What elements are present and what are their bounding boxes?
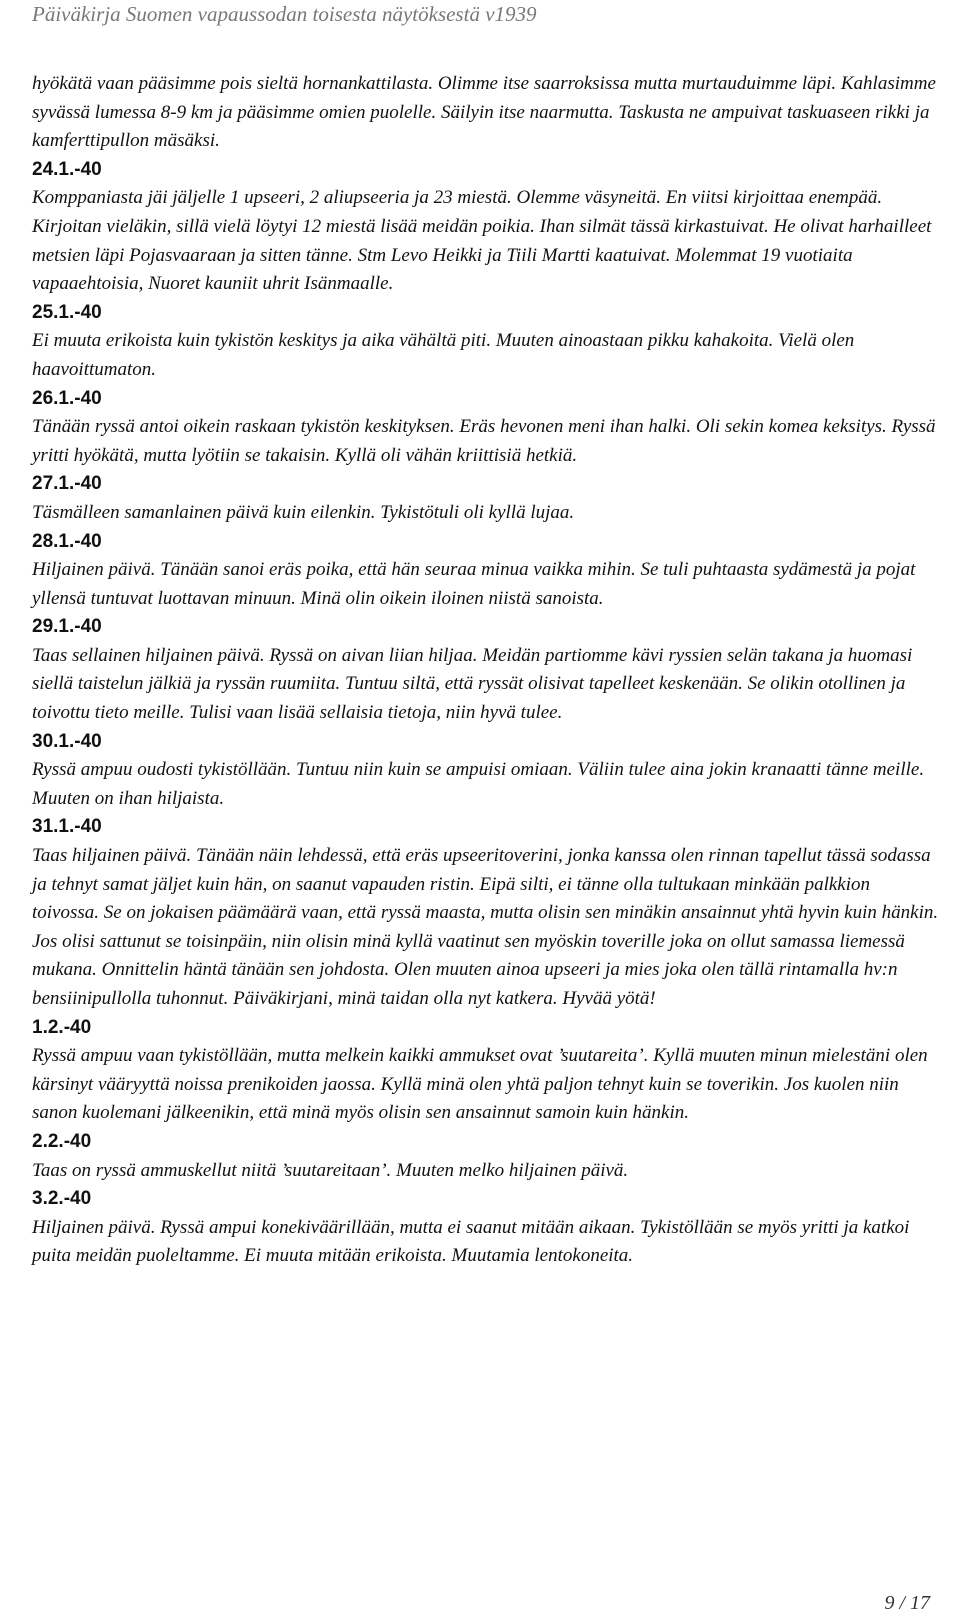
entry-text: Taas on ryssä ammuskellut niitä ’suutareitaan’. Muuten melko hiljainen päivä. xyxy=(32,1159,629,1181)
entry-text: Taas sellainen hiljainen päivä. Ryssä on aivan liian hiljaa. Meidän partiomme kävi ryssien selän takana ja huomasi siellä taistelun jälkiä ja ryssän ruumiita. Tuntuu siltä, että ryssät olisivat tapelleet keskenään. Se olikin otollinen ja toivottu tieto meille. Tulisi vaan lisää sellaisia tietoja, niin hyvä tulee. xyxy=(32,644,913,724)
entry-text: Ryssä ampuu oudosti tykistöllään. Tuntuu niin kuin se ampuisi omiaan. Väliin tulee aina jokin kranaatti tänne meille. Muuten on ihan hiljaista. xyxy=(32,759,925,809)
entry-text: Komppaniasta jäi jäljelle 1 upseeri, 2 aliupseeria ja 23 miestä. Olemme väsyneitä. En viitsi kirjoittaa enempää. Kirjoitan vieläkin, sillä vielä löytyi 12 miestä lisää meidän poikia. Ihan silmät tässä kirkastuivat. He olivat harhailleet metsien läpi Pojasvaaraan ja sitten tänne. Stm Levo Heikki ja Tiili Martti kaatuivat. Molemmat 19 vuotiaita vapaaehtoisia, Nuoret kauniit uhrit Isänmaalle. xyxy=(32,187,932,295)
page-number: 9 / 17 xyxy=(884,1592,930,1614)
diary-entry xyxy=(32,813,940,1013)
entry-text: Hiljainen päivä. Ryssä ampui konekiväärillään, mutta ei saanut mitään aikaan. Tykistöllään se myös yritti ja katkoi puita meidän puoleltamme. Ei muuta mitään erikoista. Muutamia lentokoneita. xyxy=(32,1216,910,1267)
diary-content xyxy=(32,70,940,1271)
entry-date: 2.2.-40 xyxy=(32,1130,92,1152)
diary-entry xyxy=(32,728,940,814)
diary-entry xyxy=(32,385,940,471)
entry-date: 30.1.-40 xyxy=(32,730,102,752)
intro-text: hyökätä vaan pääsimme pois sieltä hornankattilasta. Olimme itse saarroksissa mutta murtauduimme läpi. Kahlasimme syvässä lumessa 8-9 km ja pääsimme omien puolelle. Säilyin itse naarmutta. Taskusta ne ampuivat taskuaseen rikki ja kamferttipullon mäsäksi. xyxy=(32,73,936,152)
diary-entry xyxy=(32,470,940,527)
diary-entry xyxy=(32,1014,940,1128)
diary-entry xyxy=(32,299,940,385)
diary-entry xyxy=(32,156,940,299)
diary-entry xyxy=(32,1128,940,1185)
diary-entry xyxy=(32,613,940,727)
entry-date: 1.2.-40 xyxy=(32,1016,92,1038)
entry-date: 3.2.-40 xyxy=(32,1188,92,1210)
entry-text: Ei muuta erikoista kuin tykistön keskitys ja aika vähältä piti. Muuten ainoastaan pikku kahakoita. Vielä olen haavoittumaton. xyxy=(32,330,855,380)
entry-date: 31.1.-40 xyxy=(32,816,102,838)
entry-text: Tänään ryssä antoi oikein raskaan tykistön keskityksen. Eräs hevonen meni ihan halki. Oli sekin komea keksitys. Ryssä yritti hyökätä, mutta lyötiin se takaisin. Kyllä oli vähän kriittisiä hetkiä. xyxy=(32,416,936,466)
entry-text: Taas hiljainen päivä. Tänään näin lehdessä, että eräs upseeritoverini, jonka kanssa olen rinnan tapellut tässä sodassa ja tehnyt samat jäljet kuin hän, on saanut vapauden ristin. Eipä silti, ei tänne olla tultukaan minkään palkkion toivossa. Se on jokaisen päämäärä vaan, että ryssä maasta, mutta olisin sen minäkin ansainnut yhtä hyvin kuin hänkin. Jos olisi sattunut se toisinpäin, niin olisin minä kyllä vaatinut sen myöskin toverille joka on ollut samassa liemessä mukana. Onnittelin häntä tänään sen johdosta. Olen muuten ainoa upseeri ja mies joka olen tällä rintamalla hv:n bensiinipullolla tuhonnut. Päiväkirjani, minä taidan olla nyt katkera. Hyvää yötä! xyxy=(32,845,939,1009)
entry-date: 29.1.-40 xyxy=(32,616,102,638)
page-header-title: Päiväkirja Suomen vapaussodan toisesta näytöksestä v1939 xyxy=(32,2,537,26)
entry-text: Ryssä ampuu vaan tykistöllään, mutta melkein kaikki ammukset ovat ’suutareita’. Kyllä muuten minun mielestäni olen kärsinyt vääryyttä noissa prenikoiden jaossa. Kyllä minä olen yhtä paljon tehnyt kuin se toverikin. Jos kuolen niin sanon kuolemani jälkeenikin, että minä myös olisin sen ansainnut samoin kuin hänkin. xyxy=(32,1045,928,1124)
entry-text: Hiljainen päivä. Tänään sanoi eräs poika, että hän seuraa minua vaikka mihin. Se tuli puhtaasta sydämestä ja pojat yllensä tuntuvat luottavan minuun. Minä olin oikein iloinen niistä sanoista. xyxy=(32,559,916,609)
entry-date: 27.1.-40 xyxy=(32,473,102,495)
entry-date: 24.1.-40 xyxy=(32,158,102,180)
entry-date: 25.1.-40 xyxy=(32,301,102,323)
diary-entry xyxy=(32,1185,940,1271)
diary-entry xyxy=(32,528,940,614)
entry-date: 28.1.-40 xyxy=(32,530,102,552)
entry-text: Täsmälleen samanlainen päivä kuin eilenkin. Tykistötuli oli kyllä lujaa. xyxy=(32,501,575,523)
entry-date: 26.1.-40 xyxy=(32,387,102,409)
